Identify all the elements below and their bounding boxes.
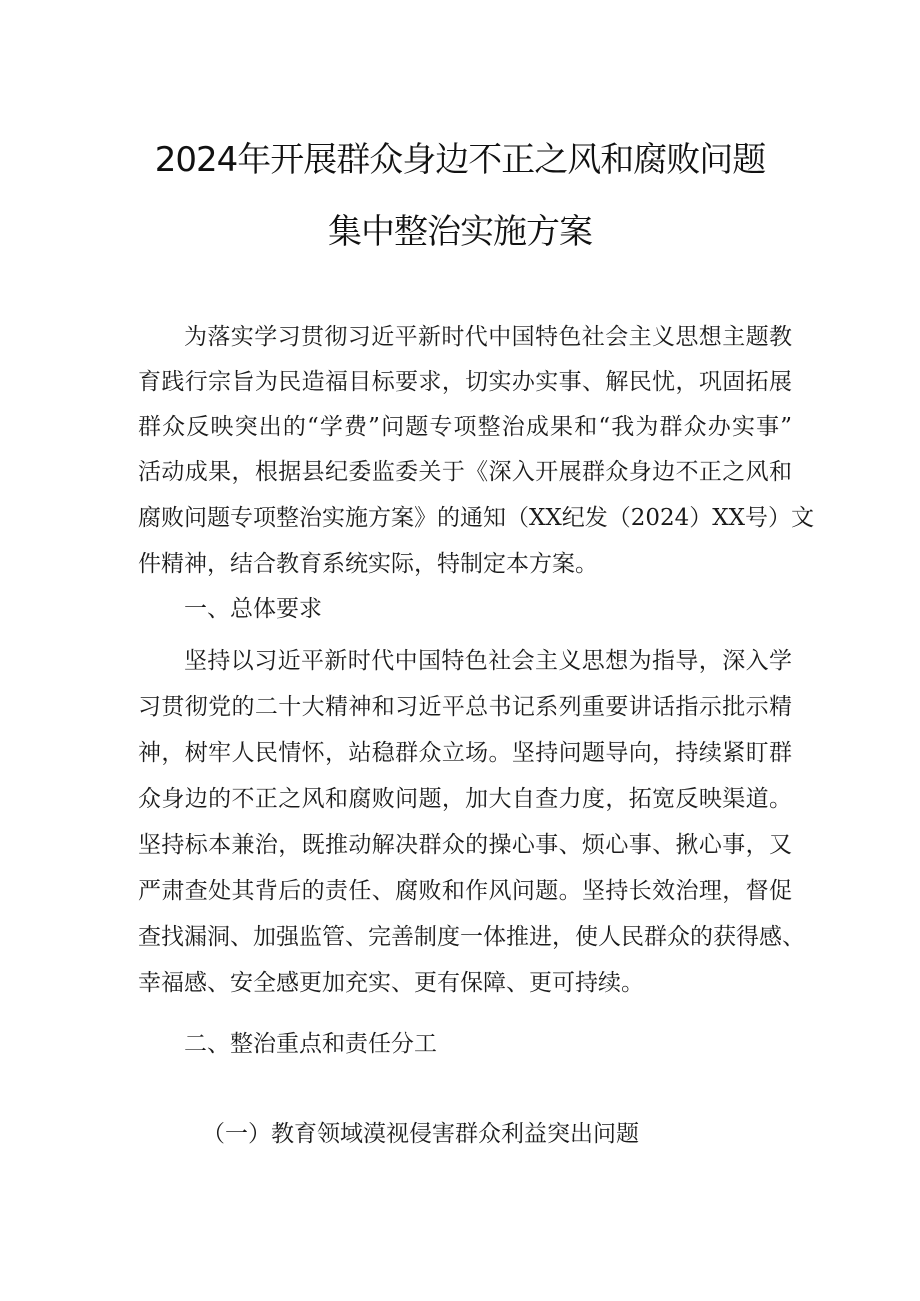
document-title-line-2: 集中整治实施方案 [328, 212, 592, 252]
paragraph-1-line: 为落实学习贯彻习近平新时代中国特色社会主义思想主题教 [184, 324, 792, 350]
paragraph-1-line: 活动成果，根据县纪委监委关于《深入开展群众身边不正之风和 [138, 459, 792, 485]
paragraph-2-line: 众身边的不正之风和腐败问题，加大自查力度，拓宽反映渠道。 [138, 786, 792, 812]
paragraph-2-line: 坚持标本兼治，既推动解决群众的操心事、烦心事、揪心事，又 [138, 832, 792, 858]
paragraph-1-line: 育践行宗旨为民造福目标要求，切实办实事、解民忧，巩固拓展 [138, 369, 792, 395]
paragraph-2-line: 幸福感、安全感更加充实、更有保障、更可持续。 [138, 970, 644, 996]
paragraph-2-line: 坚持以习近平新时代中国特色社会主义思想为指导，深入学 [184, 648, 792, 674]
document-title-line-1: 2024年开展群众身边不正之风和腐败问题 [154, 140, 766, 180]
subsection-1-heading: （一）教育领域漠视侵害群众利益突出问题 [202, 1121, 639, 1147]
paragraph-1-line: 件精神，结合教育系统实际，特制定本方案。 [138, 551, 598, 577]
paragraph-2-line: 严肃查处其背后的责任、腐败和作风问题。坚持长效治理，督促 [138, 878, 792, 904]
section-2-heading: 二、整治重点和责任分工 [184, 1031, 437, 1057]
paragraph-1-line: 群众反映突出的“学费”问题专项整治成果和“我为群众办实事” [138, 414, 792, 440]
paragraph-2-line: 查找漏洞、加强监管、完善制度一体推进，使人民群众的获得感、 [138, 924, 805, 950]
paragraph-2-line: 习贯彻党的二十大精神和习近平总书记系列重要讲话指示批示精 [138, 694, 792, 720]
section-1-heading: 一、总体要求 [184, 596, 322, 622]
paragraph-2-line: 神，树牢人民情怀，站稳群众立场。坚持问题导向，持续紧盯群 [138, 740, 792, 766]
paragraph-1-line: 腐败问题专项整治实施方案》的通知（XX纪发（2024）XX号）文 [138, 505, 815, 531]
